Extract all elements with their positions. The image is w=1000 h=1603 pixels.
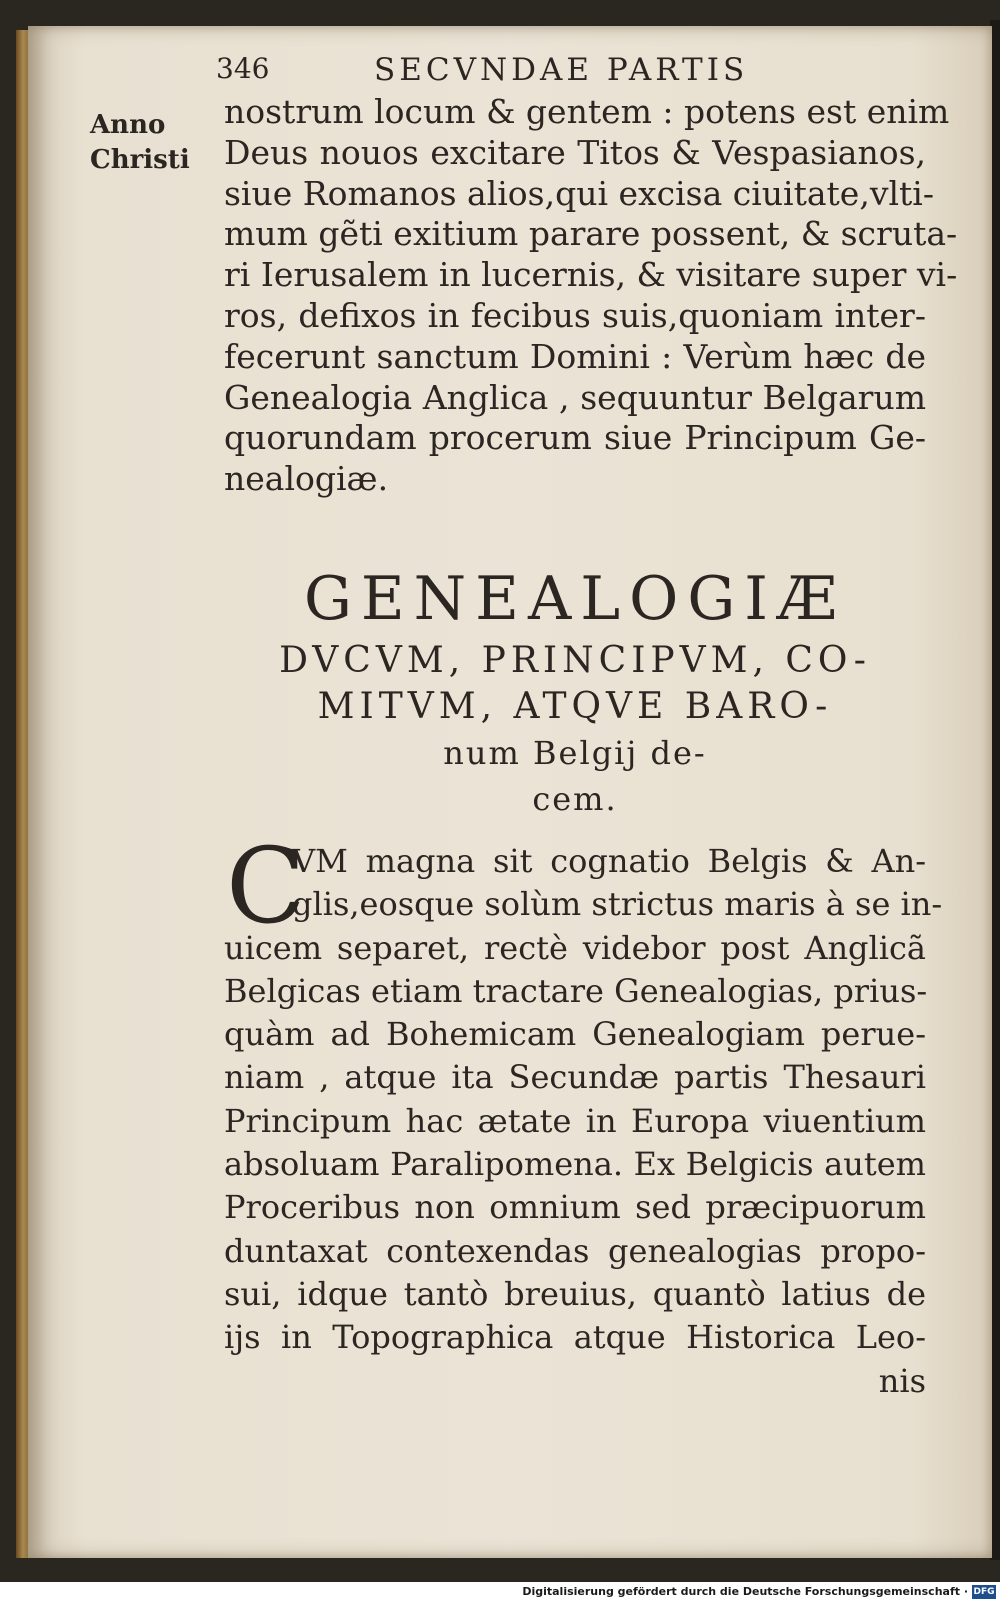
text-line: Deus nouos excitare Titos & Vespasianos, [224,132,926,172]
page-number: 346 [216,52,270,85]
text-line: nostrum locum & gentem : potens est enim [224,92,950,131]
section-title-main: GENEALOGIÆ [303,564,847,634]
text-line: uicem separet, rectè videbor post Anglicã [224,928,926,967]
text-line: Genealogia Anglica , sequuntur Belgarum [224,377,926,417]
text-line: Principum hac ætate in Europa viuentium [224,1101,926,1140]
text-line: quorundam procerum siue Principum Ge- [224,418,926,458]
margin-note-line: Anno [90,110,166,140]
text-line: absoluam Paralipomena. Ex Belgicis autem [224,1145,926,1184]
text-line: ros, defixos in fecibus suis,quoniam inter- [224,295,926,335]
running-head: SECVNDAE PARTIS [374,52,749,88]
funding-credit: Digitalisierung gefördert durch die Deutsche Forschungsgemeinschaft · [522,1585,968,1598]
text-line: ri Ierusalem in lucernis, & visitare super vi- [224,255,958,295]
text-line: fecerunt sanctum Domini : Verùm hæc de [224,336,926,376]
drop-cap: C [226,825,306,947]
catchword: nis [878,1361,926,1400]
paragraph-2 [224,825,943,1403]
dfg-logo: DFG [973,1587,995,1597]
text-line: sui, idque tantò breuius, quantò latius de [224,1274,926,1313]
text-line: siue Romanos alios,qui excisa ciuitate,vlti- [224,173,934,213]
text-line: nealogiæ. [224,459,389,499]
text-line: Proceribus non omnium sed præcipuorum [224,1188,926,1227]
footer-bar [0,1582,1000,1603]
section-title-line: MITVM, ATQVE BARO- [317,686,833,727]
text-line: quàm ad Bohemicam Genealogiam perue- [224,1015,926,1054]
section-title [224,560,926,822]
text-line: VM magna sit cognatio Belgis & An- [292,842,926,880]
text-line: ijs in Topographica atque Historica Leo- [224,1318,926,1357]
section-title-line: num Belgij de- [443,734,707,772]
page-header [216,52,776,92]
section-title-line: cem. [532,780,618,818]
text-line: glis,eosque solùm strictus maris à se in- [292,885,943,924]
text-line: mum gẽti exitium parare possent, & scruta- [224,214,958,254]
margin-note-line: Christi [90,145,190,175]
margin-note [90,108,200,178]
text-line: duntaxat contexendas genealogias propo- [224,1231,926,1270]
section-title-line: DVCVM, PRINCIPVM, CO- [279,640,871,681]
text-line: niam , atque ita Secundæ partis Thesauri [224,1058,926,1097]
paragraph-1 [224,92,958,500]
text-line: Belgicas etiam tractare Genealogias, prius- [224,971,928,1010]
